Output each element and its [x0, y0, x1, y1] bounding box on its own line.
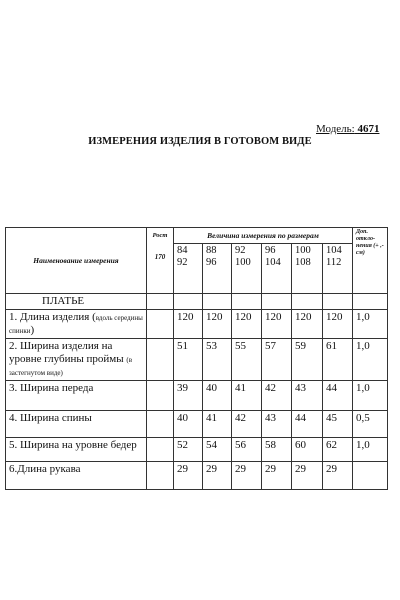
header-height	[147, 228, 174, 294]
table-row: 2. Ширина изделия на уровне глубины проймы (в застегнутом виде) 51 53 55 57 59 61 1,0	[6, 339, 388, 381]
size-cell: 100 108	[292, 244, 323, 294]
row-name: 1. Длина изделия (вдоль середины спинки)	[6, 310, 147, 339]
header-tolerance: Доп. откло-нения (+ ,- см)	[353, 228, 388, 294]
tolerance-cell: 1,0	[353, 438, 388, 462]
tolerance-cell: 0,5	[353, 411, 388, 438]
model-number: 4671	[357, 123, 380, 135]
table-row: 6.Длина рукава 29 29 29 29 29 29	[6, 462, 388, 490]
row-name: 2. Ширина изделия на уровне глубины проймы (в застегнутом виде)	[6, 339, 147, 381]
row-name: 3. Ширина переда	[6, 381, 147, 411]
row-name: 6.Длина рукава	[6, 462, 147, 490]
header-measurement-name: Наименование измерения	[6, 228, 147, 294]
model-label	[316, 123, 379, 135]
size-cell: 84 92	[174, 244, 203, 294]
height-value: 170	[154, 253, 166, 261]
model-label-text: Модель:	[316, 123, 355, 135]
size-cell: 96 104	[262, 244, 292, 294]
row-name: 5. Ширина на уровне бедер	[6, 438, 147, 462]
row-name: 4. Ширина спины	[6, 411, 147, 438]
tolerance-cell: 1,0	[353, 310, 388, 339]
tolerance-cell	[353, 462, 388, 490]
table-row: 5. Ширина на уровне бедер 52 54 56 58 60 62 1,0	[6, 438, 388, 462]
size-cell: 92 100	[232, 244, 262, 294]
table-row: 3. Ширина переда 39 40 41 42 43 44 1,0	[6, 381, 388, 411]
header-height-label: Рост	[152, 232, 168, 239]
tolerance-cell: 1,0	[353, 381, 388, 411]
page-title: ИЗМЕРЕНИЯ ИЗДЕЛИЯ В ГОТОВОМ ВИДЕ	[88, 136, 312, 147]
table-row: 4. Ширина спины 40 41 42 43 44 45 0,5	[6, 411, 388, 438]
table-header-row	[6, 228, 388, 244]
size-cell: 88 96	[203, 244, 232, 294]
tolerance-cell: 1,0	[353, 339, 388, 381]
size-cell: 104 112	[323, 244, 353, 294]
header-size-values: Величина измерения по размерам	[174, 228, 353, 244]
measurement-table	[5, 227, 388, 490]
section-row	[6, 294, 388, 310]
section-title: ПЛАТЬЕ	[6, 294, 147, 310]
table-row: 1. Длина изделия (вдоль середины спинки) 120 120 120 120 120 120 1,0	[6, 310, 388, 339]
